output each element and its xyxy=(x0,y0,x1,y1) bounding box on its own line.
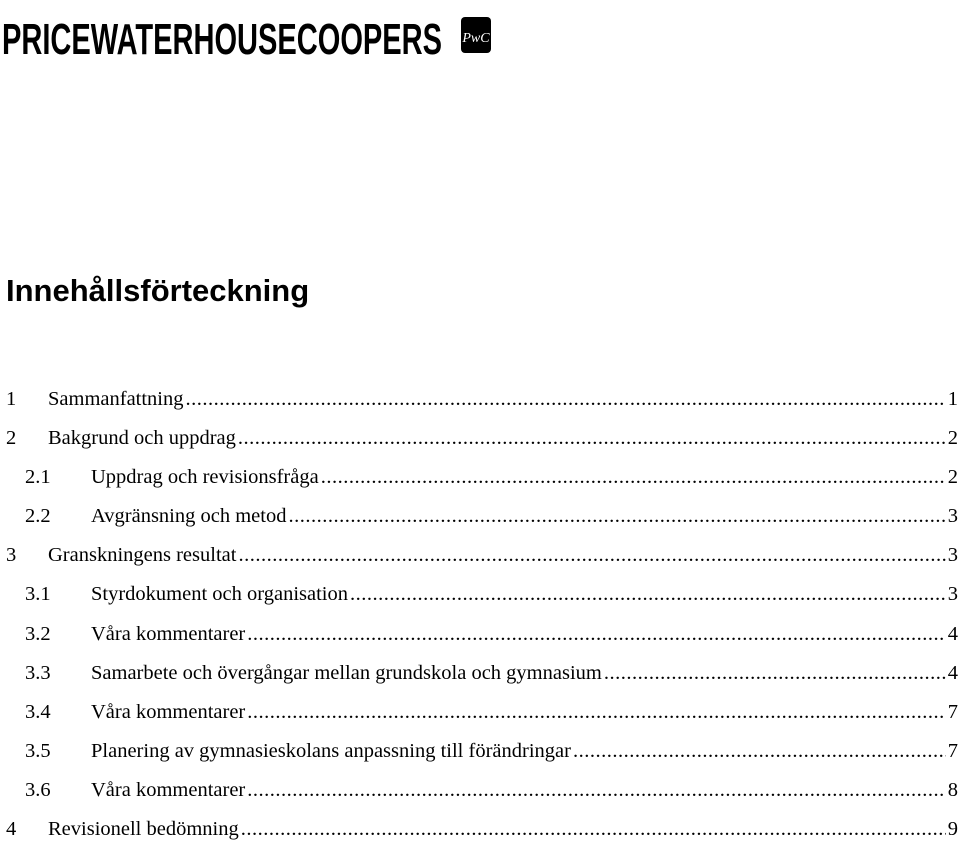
toc-entry-number: 4 xyxy=(6,818,17,841)
toc-dot-leader xyxy=(573,732,946,771)
table-of-contents xyxy=(0,380,960,849)
toc-entry[interactable] xyxy=(0,497,960,536)
toc-dot-leader xyxy=(247,771,946,810)
toc-entry[interactable] xyxy=(0,536,960,575)
toc-dot-leader xyxy=(238,419,946,458)
toc-entry-number: 3.4 xyxy=(25,700,51,723)
toc-entry-title: Våra kommentarer xyxy=(91,700,246,723)
toc-entry-title: Avgränsning och metod xyxy=(91,505,287,528)
toc-dot-leader xyxy=(247,693,946,732)
toc-dot-leader xyxy=(241,810,946,849)
toc-entry-page: 1 xyxy=(947,388,958,410)
toc-entry-page: 2 xyxy=(947,466,958,489)
toc-entry[interactable] xyxy=(0,419,960,458)
toc-entry-number: 3 xyxy=(6,544,17,567)
toc-entry-number: 1 xyxy=(6,388,17,410)
toc-entry[interactable] xyxy=(0,575,960,614)
toc-dot-leader xyxy=(238,536,945,575)
logo-monogram-icon xyxy=(461,17,491,53)
toc-dot-leader xyxy=(186,380,946,419)
toc-entry[interactable] xyxy=(0,458,960,497)
toc-entry-page: 3 xyxy=(947,583,958,606)
toc-entry-number: 2.2 xyxy=(25,505,51,528)
toc-entry-number: 3.1 xyxy=(25,583,51,606)
toc-entry-page: 4 xyxy=(947,622,958,645)
toc-entry-title: Uppdrag och revisionsfråga xyxy=(91,466,319,489)
toc-entry-title: Bakgrund och uppdrag xyxy=(48,427,236,450)
toc-entry[interactable] xyxy=(0,615,960,654)
toc-entry[interactable] xyxy=(0,654,960,693)
toc-entry[interactable] xyxy=(0,693,960,732)
toc-entry-number: 3.5 xyxy=(25,739,51,762)
toc-entry-title: Sammanfattning xyxy=(48,388,184,410)
logo-graphic xyxy=(2,4,494,64)
toc-entry[interactable] xyxy=(0,771,960,810)
toc-entry-title: Styrdokument och organisation xyxy=(91,583,348,606)
toc-entry[interactable] xyxy=(0,810,960,849)
toc-entry-page: 8 xyxy=(947,778,958,801)
toc-dot-leader xyxy=(321,458,946,497)
svg-text:PwC: PwC xyxy=(462,31,490,46)
toc-dot-leader xyxy=(604,654,946,693)
toc-entry-page: 3 xyxy=(947,544,958,567)
toc-entry-number: 3.3 xyxy=(25,661,51,684)
toc-entry-title: Revisionell bedömning xyxy=(48,818,239,841)
toc-dot-leader xyxy=(247,615,946,654)
toc-dot-leader xyxy=(350,575,946,614)
toc-entry-page: 7 xyxy=(947,700,958,723)
toc-dot-leader xyxy=(288,497,945,536)
toc-entry-page: 3 xyxy=(947,505,958,528)
company-logo xyxy=(2,4,494,64)
toc-entry-title: Samarbete och övergångar mellan grundskola och gymnasium xyxy=(91,661,602,684)
toc-entry-title: Planering av gymnasieskolans anpassning till förändringar xyxy=(91,739,571,762)
toc-entry[interactable] xyxy=(0,380,960,419)
toc-entry[interactable] xyxy=(0,732,960,771)
toc-entry-page: 7 xyxy=(947,739,958,762)
toc-entry-page: 4 xyxy=(947,661,958,684)
toc-entry-number: 2.1 xyxy=(25,466,51,489)
toc-entry-title: Våra kommentarer xyxy=(91,778,246,801)
toc-entry-number: 3.2 xyxy=(25,622,51,645)
toc-entry-title: Granskningens resultat xyxy=(48,544,237,567)
toc-entry-number: 2 xyxy=(6,427,17,450)
toc-entry-page: 9 xyxy=(947,818,958,841)
toc-heading: Innehållsförteckning xyxy=(6,273,310,308)
toc-entry-title: Våra kommentarer xyxy=(91,622,246,645)
logo-wordmark: PRICEWATERHOUSECOOPERS xyxy=(2,15,442,64)
toc-entry-number: 3.6 xyxy=(25,778,51,801)
toc-entry-page: 2 xyxy=(947,427,958,450)
